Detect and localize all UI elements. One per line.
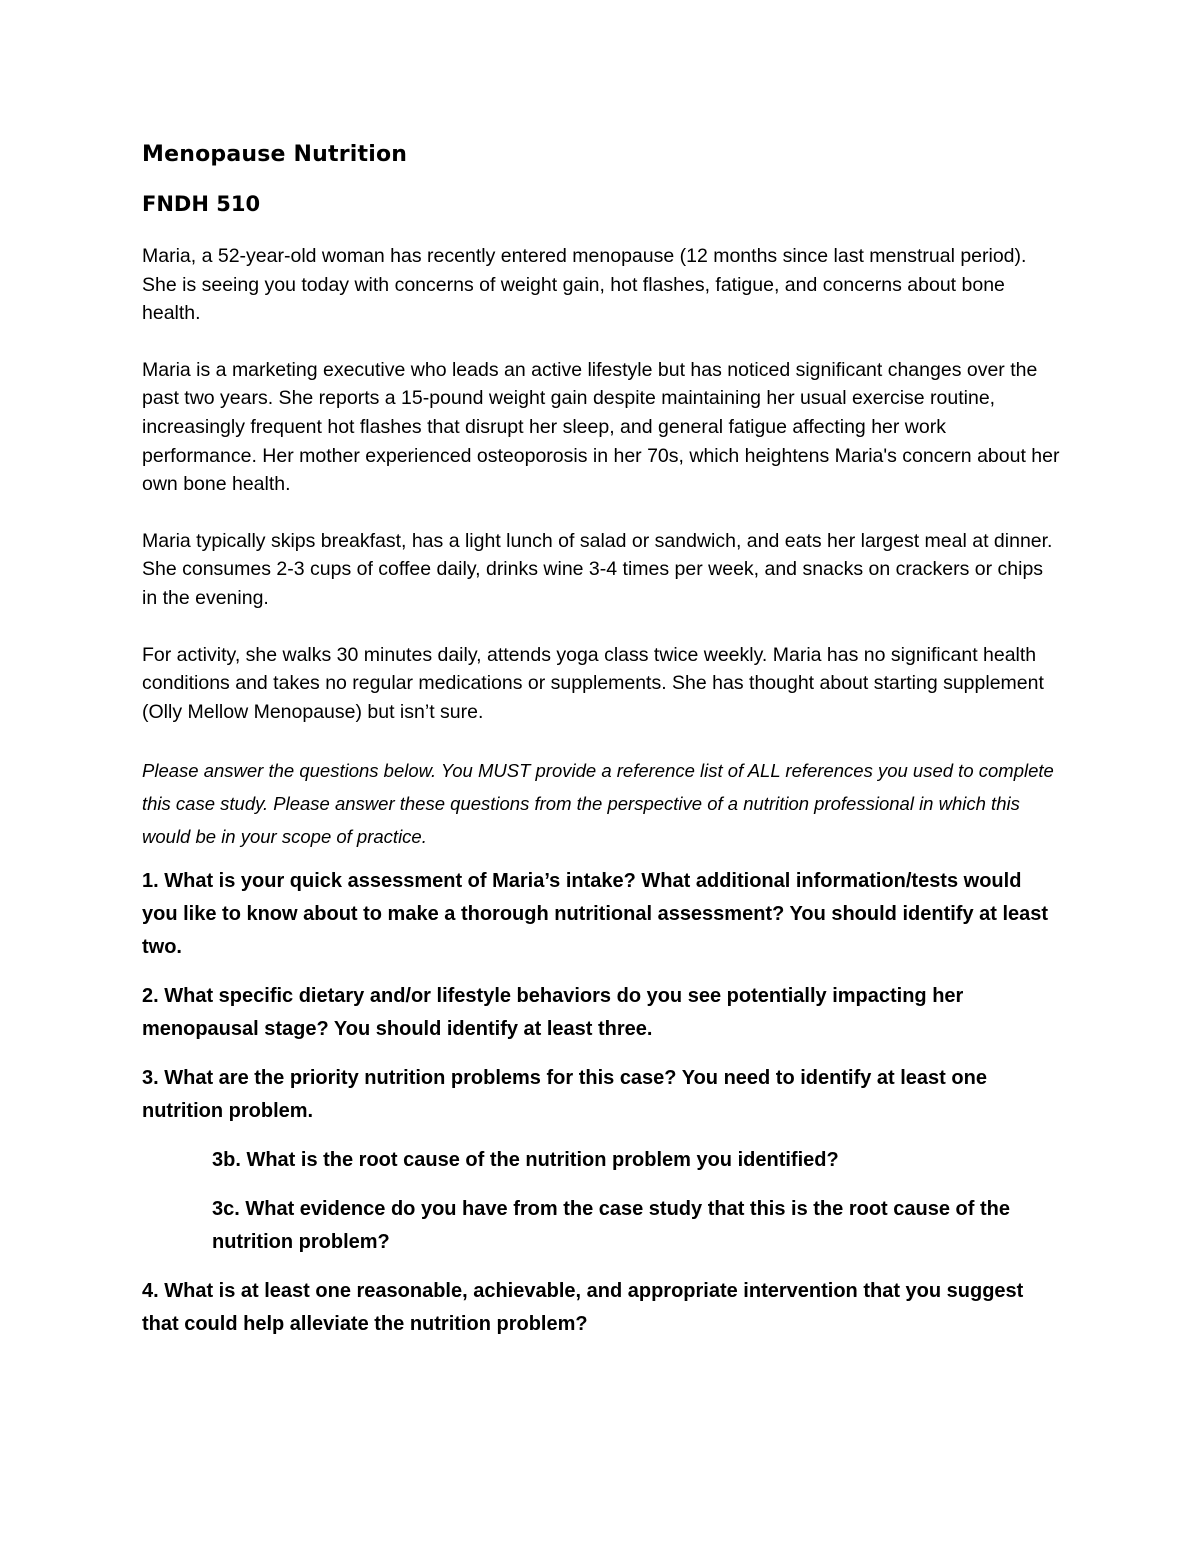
question-3: 3. What are the priority nutrition problems for this case? You need to identify at least one nutrition problem. xyxy=(142,1067,987,1123)
case-paragraph-background: Maria is a marketing executive who leads an active lifestyle but has noticed significant changes over the past two years. She reports a 15-pound weight gain despite maintaining her usual exercise routine, increasingly frequent hot flashes that disrupt her sleep, and general fatigue affecting her work performance. Her mother experienced osteoporosis in her 70s, which heightens Maria's concern about her own bone health. xyxy=(142,358,1060,496)
instructions-text: Please answer the questions below. You MUST provide a reference list of ALL references you used to complete this case study. Please answer these questions from the perspective of a nutrition professional in which this would be in your scope of practice. xyxy=(142,760,1054,848)
question-3b: 3b. What is the root cause of the nutrition problem you identified? xyxy=(212,1149,839,1172)
case-paragraph-activity: For activity, she walks 30 minutes daily, attends yoga class twice weekly. Maria has no significant health conditions and takes no regular medications or supplements. She has thought about starting supplement (Olly Mellow Menopause) but isn’t sure. xyxy=(142,643,1044,723)
question-3c: 3c. What evidence do you have from the case study that this is the root cause of the nutrition problem? xyxy=(212,1198,1010,1254)
document-body xyxy=(142,138,1062,1357)
case-paragraph-intro: Maria, a 52-year-old woman has recently entered menopause (12 months since last menstrual period). She is seeing you today with concerns of weight gain, hot flashes, fatigue, and concerns about bone health. xyxy=(142,245,1027,325)
question-2: 2. What specific dietary and/or lifestyle behaviors do you see potentially impacting her menopausal stage? You should identify at least three. xyxy=(142,985,964,1041)
course-code: FNDH 510 xyxy=(142,192,261,216)
question-1: 1. What is your quick assessment of Maria’s intake? What additional information/tests would you like to know about to make a thorough nutritional assessment? You should identify at least two. xyxy=(142,870,1049,959)
case-paragraph-diet: Maria typically skips breakfast, has a light lunch of salad or sandwich, and eats her largest meal at dinner. She consumes 2-3 cups of coffee daily, drinks wine 3-4 times per week, and snacks on crackers or chips in the evening. xyxy=(142,529,1053,609)
document-title: Menopause Nutrition xyxy=(142,142,408,167)
question-4: 4. What is at least one reasonable, achievable, and appropriate intervention that you suggest that could help alleviate the nutrition problem? xyxy=(142,1280,1024,1336)
